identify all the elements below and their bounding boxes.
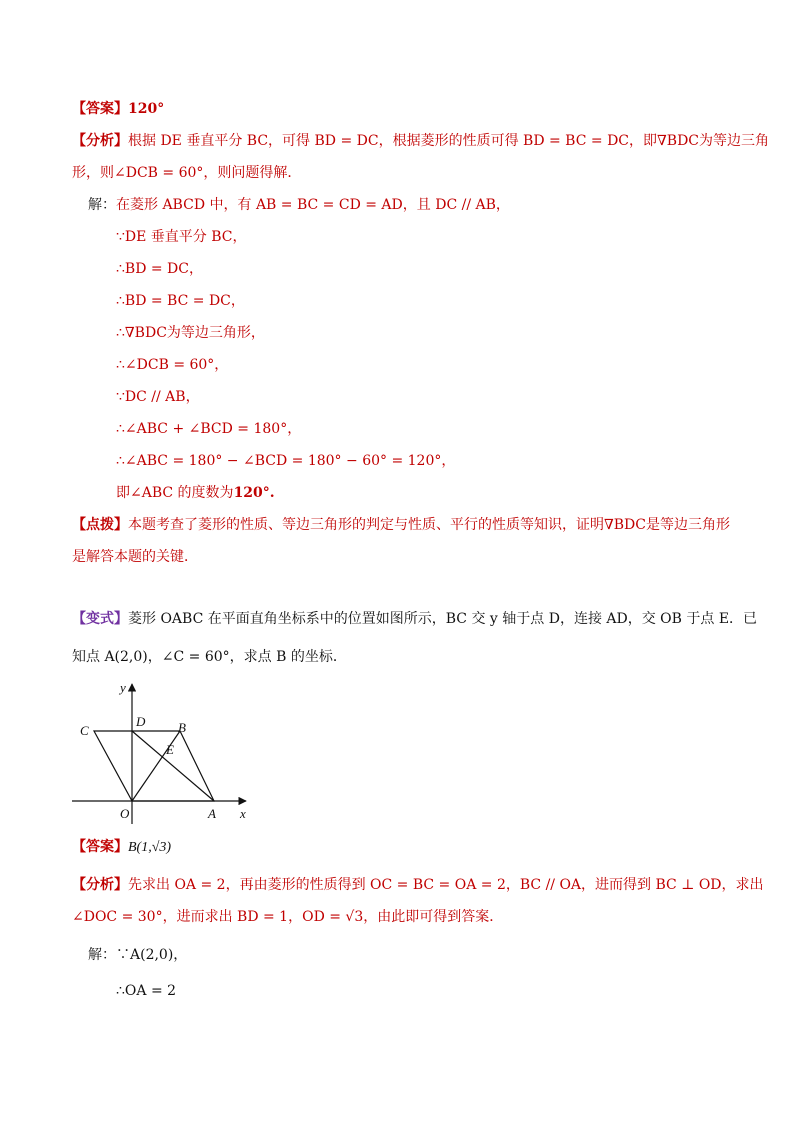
solution-first-line: 在菱形 ABCD 中，有 AB = BC = CD = AD，且 DC // AB， [116,197,510,213]
conclusion-row [116,484,275,502]
analysis-text-1: 根据 DE 垂直平分 BC，可得 BD = DC，根据菱形的性质可得 BD = BC = DC，即∇BDC为等边三角 [128,133,770,149]
conclusion-value: 120°. [233,485,275,501]
label-c: C [80,723,89,738]
analysis-tag: 【分析】 [72,133,128,149]
step-line: ∵DE 垂直平分 BC， [116,229,247,245]
step-line: ∴∠ABC + ∠BCD = 180°， [116,421,302,437]
step-line: ∵DC // AB， [116,389,200,405]
comment-text-1: 本题考查了菱形的性质、等边三角形的判定与性质、平行的性质等知识，证明∇BDC是等边三角形 [128,517,730,533]
analysis-row-1 [72,132,769,150]
step-line: ∴∠DCB = 60°， [116,357,229,373]
analysis-tag-2: 【分析】 [72,877,128,893]
rhombus-figure [66,676,266,826]
solution2-first-line: ∵A(2,0)， [116,947,188,963]
solution2-row [88,946,187,964]
analysis-text-2: 形，则∠DCB = 60°，则问题得解． [72,165,302,181]
conclusion-text: 即∠ABC 的度数为 [116,485,234,501]
variant-tag: 【变式】 [72,611,128,627]
answer-row-2 [72,838,171,857]
answer-row [72,100,164,118]
comment-text-2: 是解答本题的关键． [72,549,198,565]
comment-tag: 【点拨】 [72,517,128,533]
step-line: ∴BD = BC = DC， [116,293,245,309]
step-line: ∴BD = DC， [116,261,203,277]
label-a: A [208,806,216,821]
label-o: O [120,806,130,821]
label-x: x [240,806,246,821]
answer-tag-2: 【答案】 [72,839,128,855]
solution2-step: ∴OA = 2 [116,983,177,999]
problem-text-1: 菱形 OABC 在平面直角坐标系中的位置如图所示，BC 交 y 轴于点 D，连接 AD，交 OB 于点 E．已 [128,611,758,627]
solution2-label: 解： [88,947,116,963]
analysis2-text-2: ∠DOC = 30°，进而求出 BD = 1，OD = √3，由此即可得到答案． [72,909,504,925]
step-line: ∴∠ABC = 180° − ∠BCD = 180° − 60° = 120°， [116,453,456,469]
label-d: D [136,714,146,729]
answer-value-2: B(1,√3) [128,840,172,855]
answer-tag: 【答案】 [72,101,128,117]
variant-row-1 [72,610,757,628]
comment-row-1 [72,516,730,534]
label-e: E [166,742,174,757]
answer-value: 120° [128,101,165,117]
rhombus-outline [94,731,214,801]
analysis2-text-1: 先求出 OA = 2，再由菱形的性质得到 OC = BC = OA = 2，BC // OA，进而得到 BC ⊥ OD，求出 [128,877,764,893]
solution-row [88,196,510,214]
label-b: B [178,720,186,735]
step-line: ∴∇BDC为等边三角形， [116,325,265,341]
problem-text-2: 知点 A(2,0)，∠C = 60°，求点 B 的坐标． [72,649,347,665]
solution-label: 解： [88,197,116,213]
label-y: y [120,680,126,695]
analysis2-row-1 [72,876,764,894]
